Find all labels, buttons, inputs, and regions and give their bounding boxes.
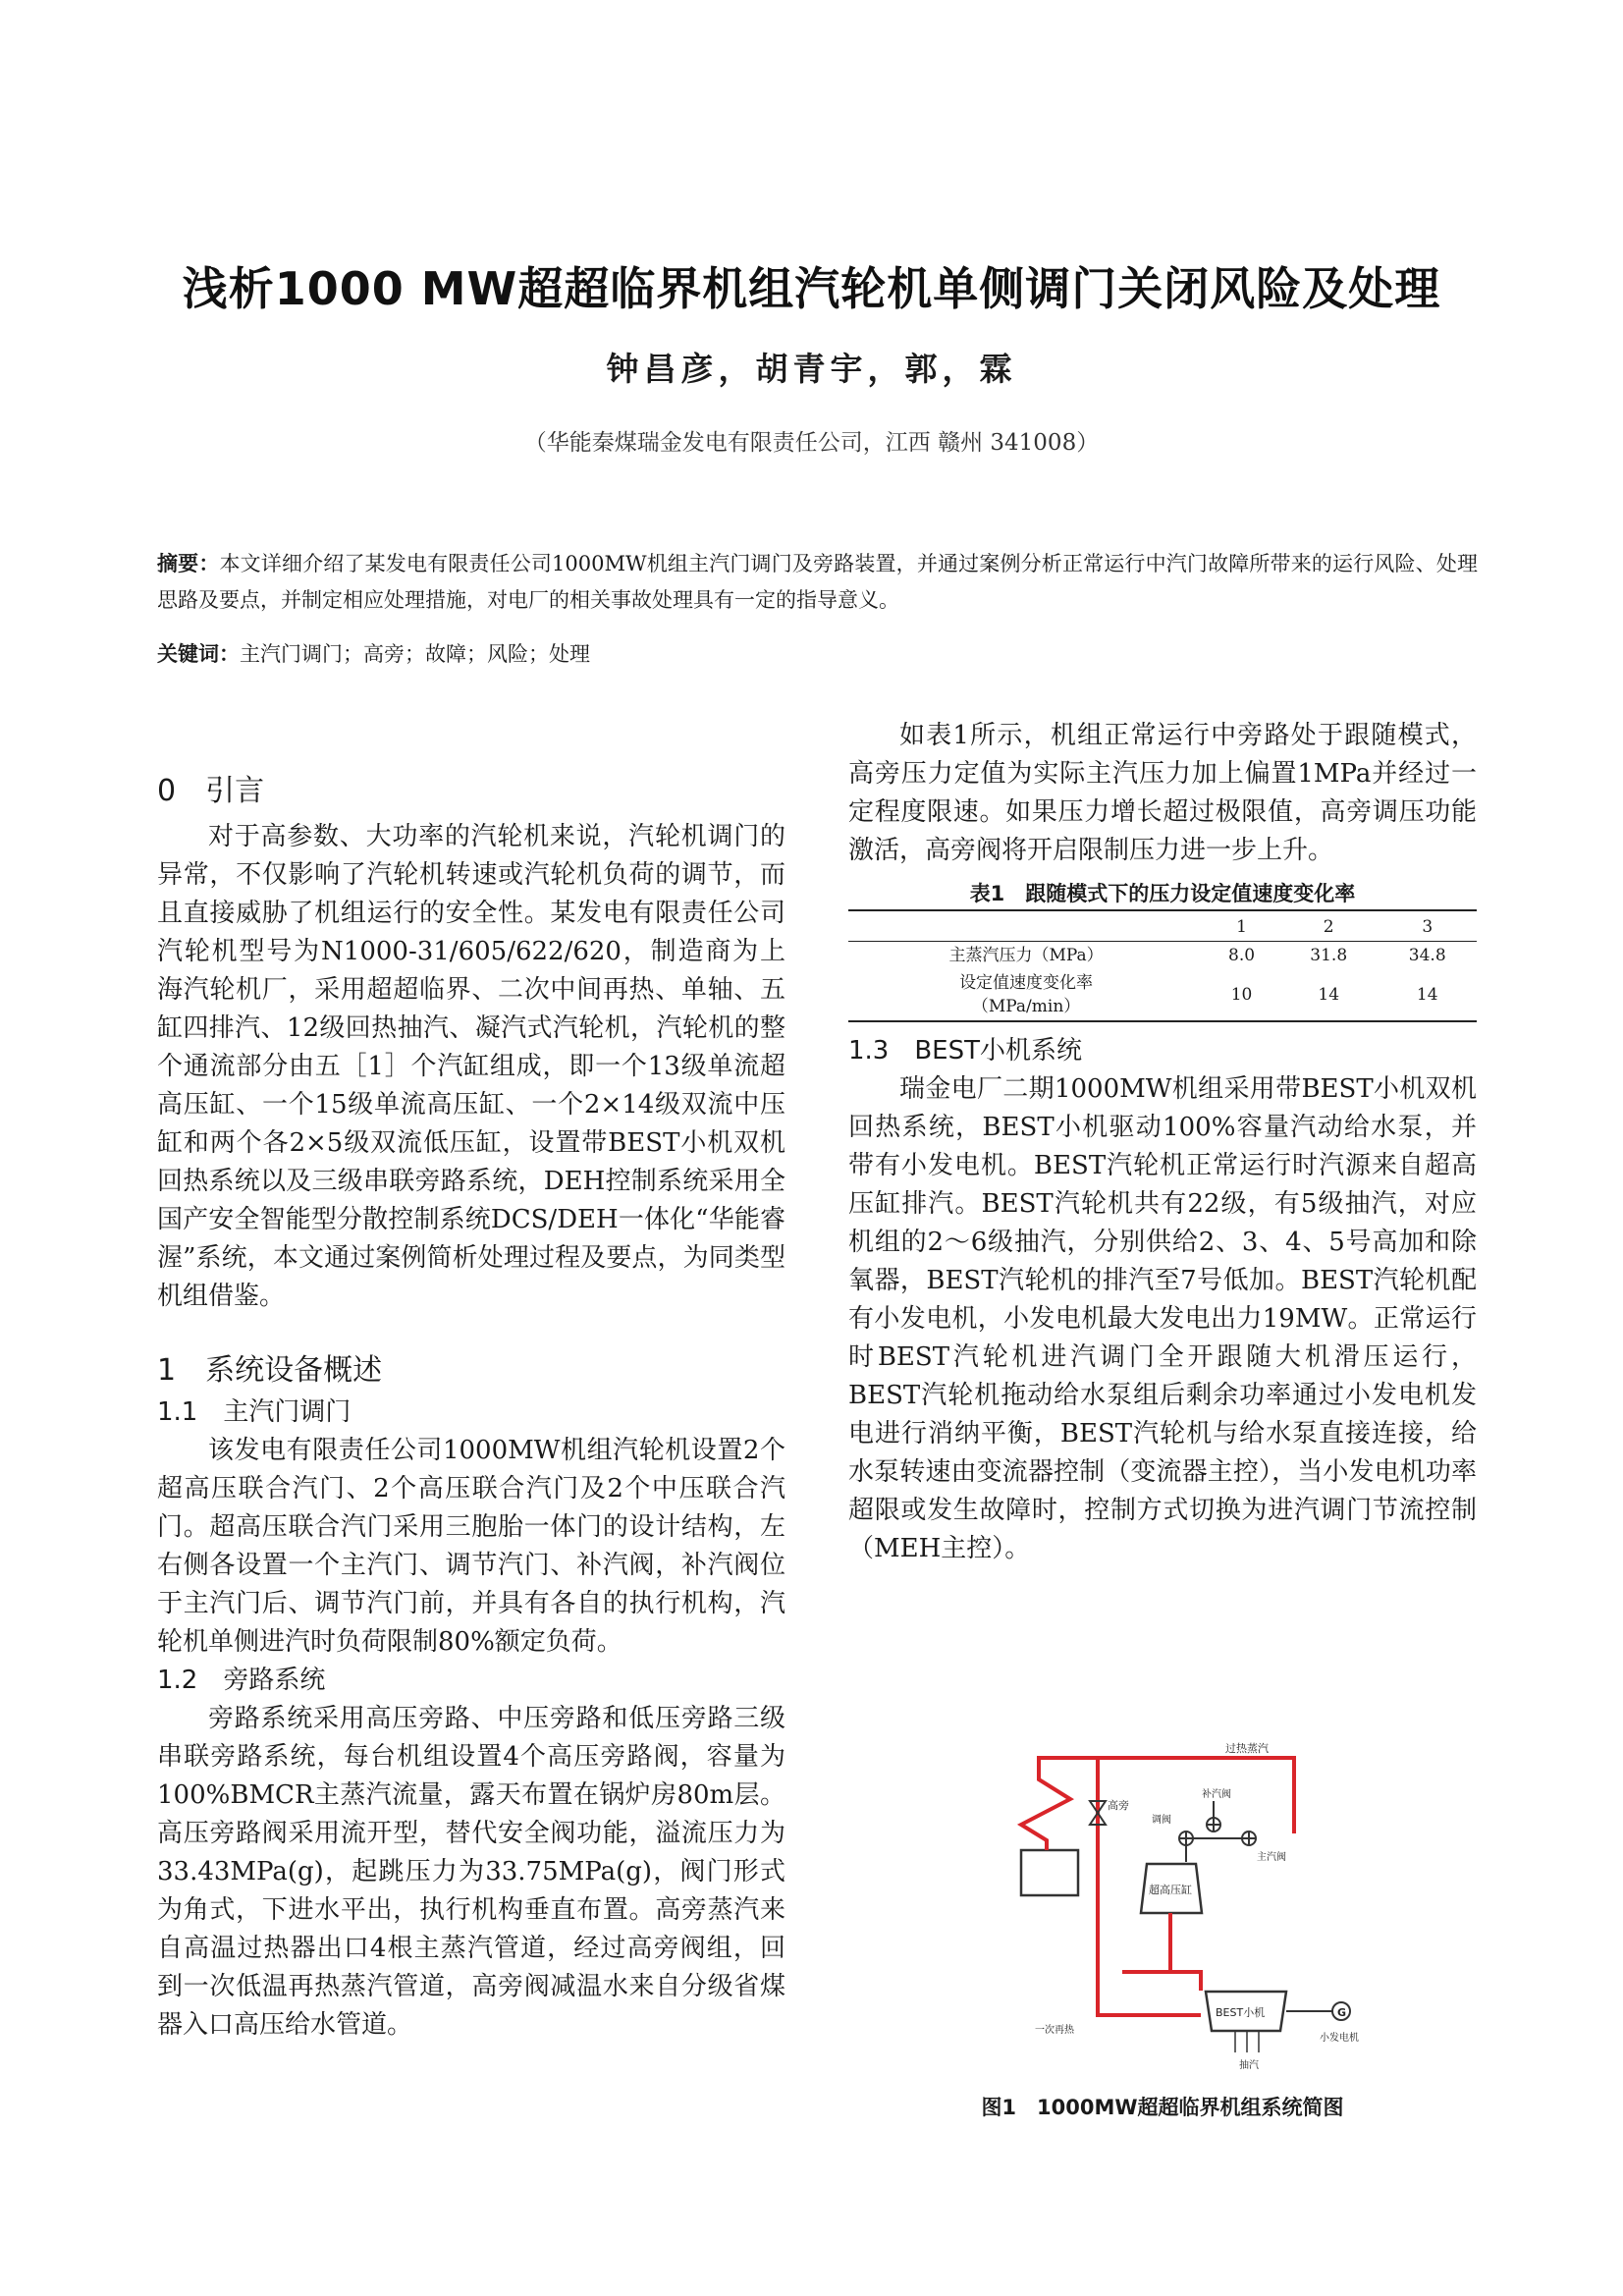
section-0-heading: 0 引言 [157, 774, 265, 808]
section-1-3-paragraph: 瑞金电厂二期1000MW机组采用带BEST小机双机回热系统，BEST小机驱动100%容量汽动给水泵，并带有小发电机。BEST汽轮机正常运行时汽源来自超高压缸排汽。BEST汽轮机共有22级，有5级抽汽，对应机组的2～6级抽汽，分别供给2、3、4、5号高加和除氧器，BEST汽轮机的排汽至7号低加。BEST汽轮机配有小发电机，小发电机最大发电出力19MW。正常运行时BEST汽轮机进汽调门全开跟随大机滑压运行，BEST汽轮机拖动给水泵组后剩余功率通过小发电机发电进行消纳平衡，BEST汽轮机与给水泵直接连接，给水泵转速由变流器控制（变流器主控），当小发电机功率超限或发生故障时，控制方式切换为进汽调门节流控制（MEH主控）。 [848, 1074, 1477, 1563]
label-best-turbine: BEST小机 [1216, 2006, 1266, 2019]
keywords-label: 关键词： [157, 642, 240, 666]
label-makeup-valve: 补汽阀 [1202, 1789, 1231, 1800]
label-main-valve: 主汽阀 [1257, 1852, 1286, 1863]
figure-1-caption: 图1 1000MW超超临界机组系统简图 [981, 2096, 1344, 2119]
table-1-caption: 表1 跟随模式下的压力设定值速度变化率 [969, 882, 1356, 905]
row-label-line: （MPa/min） [971, 997, 1081, 1016]
right-column [848, 717, 1477, 1568]
label-hp-bypass: 高旁 [1108, 1799, 1129, 1812]
main-steam-line [1021, 1758, 1294, 1850]
table-1 [848, 909, 1477, 1022]
label-reheat: 一次再热 [1035, 2025, 1074, 2036]
valve-crosses [1179, 1818, 1256, 1845]
affiliation: （华能秦煤瑞金发电有限责任公司，江西 赣州 341008） [523, 430, 1100, 456]
table-row [848, 969, 1477, 1021]
label-superheat: 过热蒸汽 [1225, 1742, 1269, 1755]
label-generator-mark: G [1337, 2006, 1347, 2019]
table-row [848, 942, 1477, 970]
table-cell: 10 [1230, 985, 1253, 1005]
keywords [157, 638, 1478, 668]
boiler-box [1021, 1850, 1078, 1895]
section-1-2-heading: 1.2 旁路系统 [157, 1666, 326, 1695]
label-extraction: 抽汽 [1239, 2060, 1259, 2071]
abstract-label: 摘要： [157, 552, 220, 575]
abstract-text: 本文详细介绍了某发电有限责任公司1000MW机组主汽门调门及旁路装置，并通过案例分析正常运行中汽门故障所带来的运行风险、处理思路及要点，并制定相应处理措施，对电厂的相关事故处理具有一定的指导意义。 [157, 552, 1478, 612]
section-1-1-heading: 1.1 主汽门调门 [157, 1397, 352, 1427]
section-1-heading: 1 系统设备概述 [157, 1353, 383, 1388]
table-row [848, 910, 1477, 942]
table-cell: 14 [1416, 985, 1438, 1005]
bypass-mode-paragraph: 如表1所示，机组正常运行中旁路处于跟随模式，高旁压力定值为实际主汽压力加上偏置1MPa并经过一定程度限速。如果压力增长超过极限值，高旁调压功能激活，高旁阀将开启限制压力进一步上升。 [848, 721, 1477, 865]
left-column [157, 717, 785, 2045]
table-cell: 主蒸汽压力（MPa） [948, 946, 1104, 965]
intro-paragraph: 对于高参数、大功率的汽轮机来说，汽轮机调门的异常，不仅影响了汽轮机转速或汽轮机负荷的调节，而且直接威胁了机组运行的安全性。某发电有限责任公司汽轮机型号为N1000-31/605/622/620，制造商为上海汽轮机厂，采用超超临界、二次中间再热、单轴、五缸四排汽、12级回热抽汽、凝汽式汽轮机，汽轮机的整个通流部分由五［1］个汽缸组成，即一个13级单流超高压缸、一个15级单流高压缸、一个2×14级双流中压缸和两个各2×5级双流低压缸，设置带BEST小机双机回热系统以及三级串联旁路系统，DEH控制系统采用全国产安全智能型分散控制系统DCS/DEH一体化“华能睿渥”系统，本文通过案例简析处理过程及要点，为同类型机组借鉴。 [157, 822, 785, 1311]
section-1-1-paragraph: 该发电有限责任公司1000MW机组汽轮机设置2个超高压联合汽门、2个高压联合汽门及2个中压联合汽门。超高压联合汽门采用三胞胎一体门的设计结构，左右侧各设置一个主汽门、调节汽门、补汽阀，补汽阀位于主汽门后、调节汽门前，并具有各自的执行机构，汽轮机单侧进汽时负荷限制80%额定负荷。 [157, 1436, 785, 1657]
table-cell: 31.8 [1310, 946, 1348, 965]
table-cell: 3 [1378, 910, 1477, 942]
author-list: 钟昌彦，胡青宇，郭，霖 [606, 350, 1017, 388]
keywords-text: 主汽门调门；高旁；故障；风险；处理 [240, 642, 590, 666]
label-vhp-cylinder: 超高压缸 [1149, 1884, 1192, 1896]
section-1-2-paragraph: 旁路系统采用高压旁路、中压旁路和低压旁路三级串联旁路系统，每台机组设置4个高压旁路阀，容量为100%BMCR主蒸汽流量，露天布置在锅炉房80m层。高压旁路阀采用流开型，替代安全阀功能，溢流压力为33.43MPa(g)，起跳压力为33.75MPa(g)，阀门形式为角式，下进水平出，执行机构垂直布置。高旁蒸汽来自高温过热器出口4根主蒸汽管道，经过高旁阀组，回到一次低温再热蒸汽管道，高旁阀减温水来自分级省煤器入口高压给水管道。 [157, 1704, 785, 2040]
table-cell: 1 [1204, 910, 1279, 942]
vhp-exhaust-line [1122, 1972, 1201, 1991]
table-cell: 34.8 [1408, 946, 1446, 965]
system-diagram [1000, 1740, 1392, 2074]
section-1-3-heading: 1.3 BEST小机系统 [848, 1036, 1082, 1066]
table-cell: 8.0 [1228, 946, 1256, 965]
label-small-generator: 小发电机 [1320, 2033, 1359, 2044]
table-cell: 14 [1318, 985, 1340, 1005]
row-label-line: 设定值速度变化率 [959, 973, 1094, 993]
table-cell [848, 910, 1204, 942]
table-cell: 2 [1279, 910, 1379, 942]
label-control-valve: 调阀 [1152, 1815, 1171, 1826]
table-cell [848, 969, 1204, 1021]
abstract [157, 546, 1478, 619]
paper-title: 浅析1000 MW超超临界机组汽轮机单侧调门关闭风险及处理 [182, 262, 1441, 315]
